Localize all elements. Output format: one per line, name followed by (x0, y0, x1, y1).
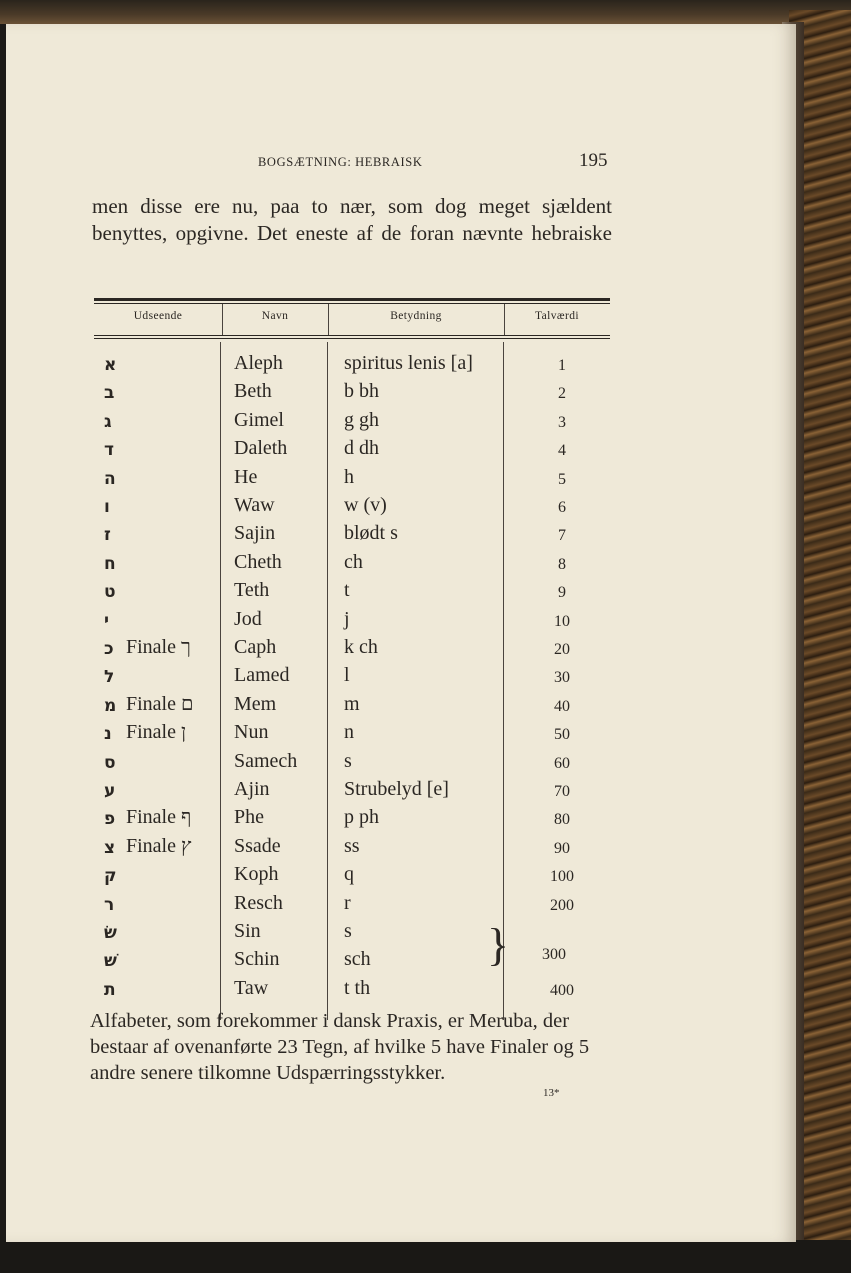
book-bottom-edge (0, 1240, 851, 1273)
row-9-name: Jod (234, 607, 262, 630)
row-1-glyph: ב (104, 383, 115, 404)
row-13-finale: Finale ן (126, 721, 187, 744)
book-top-edge (0, 0, 851, 24)
row-13-glyph: נ (104, 724, 112, 745)
row-13-meaning: n (344, 721, 354, 744)
row-9-value: 10 (554, 612, 570, 630)
row-21-meaning: sch (344, 948, 371, 971)
row-15-value: 70 (554, 783, 570, 800)
row-1-value: 2 (558, 385, 566, 403)
row-8-name: Teth (234, 579, 270, 602)
row-4-meaning: h (344, 465, 354, 488)
row-6-meaning: blødt s (344, 522, 398, 545)
row-9-meaning: j (344, 607, 350, 630)
row-11-name: Lamed (234, 664, 290, 687)
row-15-name: Ajin (234, 778, 270, 800)
row-4-value: 5 (558, 470, 566, 488)
row-15-meaning: Strubelyd [e] (344, 778, 449, 800)
row-22-glyph: ת (104, 979, 116, 1000)
row-22-value: 400 (550, 981, 574, 999)
row-2-value: 3 (558, 413, 566, 431)
column-divider-1 (220, 342, 221, 1020)
row-5-name: Waw (234, 494, 275, 516)
row-10-meaning: k ch (344, 636, 378, 658)
row-4-glyph: ה (104, 468, 116, 489)
row-10-name: Caph (234, 636, 277, 658)
row-17-name: Ssade (234, 834, 281, 857)
row-18-glyph: ק (104, 866, 117, 887)
row-22-meaning: t th (344, 976, 371, 999)
row-0-glyph: א (104, 355, 117, 375)
row-18-value: 100 (550, 868, 574, 886)
col-header-betydning: Betydning (390, 310, 442, 322)
row-2-name: Gimel (234, 408, 284, 431)
row-8-meaning: t (344, 579, 350, 602)
row-12-meaning: m (344, 692, 360, 715)
row-20-meaning: s (344, 920, 352, 942)
header-divider-3 (504, 304, 505, 335)
row-0-name: Aleph (234, 352, 283, 374)
brace-sin-schin: } (487, 919, 510, 970)
row-22-name: Taw (234, 976, 269, 999)
row-5-meaning: w (v) (344, 494, 387, 516)
row-19-meaning: r (344, 891, 351, 914)
row-16-value: 80 (554, 811, 570, 829)
row-17-value: 90 (554, 839, 570, 857)
table-top-rule-thin (94, 303, 610, 304)
row-12-finale: Finale ם (126, 692, 194, 715)
row-19-glyph: ר (104, 894, 115, 915)
row-20-glyph: שׂ (104, 923, 117, 943)
row-13-value: 50 (554, 726, 570, 744)
row-6-glyph: ז (104, 525, 111, 546)
row-16-finale: Finale ף (126, 806, 192, 829)
row-7-name: Cheth (234, 550, 282, 573)
row-17-meaning: ss (344, 834, 360, 857)
row-10-value: 20 (554, 641, 570, 658)
row-17-glyph: צ (104, 837, 116, 858)
row-6-name: Sajin (234, 522, 276, 545)
table-header-rule-1 (94, 335, 610, 336)
row-4-name: He (234, 465, 258, 488)
row-9-glyph: י (104, 610, 110, 631)
row-21-name: Schin (234, 948, 280, 971)
table-header-rule-2 (94, 338, 610, 339)
row-1-meaning: b bh (344, 380, 379, 403)
row-8-value: 9 (558, 584, 566, 602)
row-11-glyph: ל (104, 667, 115, 688)
book-page (6, 24, 796, 1242)
row-0-value: 1 (558, 357, 566, 374)
paragraph-bottom: Alfabeter, som forekommer i dansk Praxis, er Meruba, der bestaar af ovenanførte 23 Tegn, af hvilke 5 have Finaler og 5 andre senere tilkomne Udspærringsstykker. (90, 1010, 590, 1084)
row-7-value: 8 (558, 555, 566, 573)
row-16-meaning: p ph (344, 806, 379, 829)
row-3-value: 4 (558, 442, 566, 460)
row-20-name: Sin (234, 920, 261, 942)
row-3-name: Daleth (234, 437, 288, 460)
row-7-meaning: ch (344, 550, 363, 573)
row-10-finale: Finale ך (126, 636, 191, 658)
running-head: BOGSÆTNING: HEBRAISK (258, 155, 423, 169)
row-12-value: 40 (554, 697, 570, 715)
header-divider-2 (328, 304, 329, 335)
row-14-meaning: s (344, 749, 352, 772)
row-14-value: 60 (554, 754, 570, 772)
row-10-glyph: כ (104, 639, 114, 659)
row-5-value: 6 (558, 499, 566, 516)
row-16-name: Phe (234, 806, 264, 829)
row-12-name: Mem (234, 692, 277, 715)
col-header-talvaerdi: Talværdi (535, 310, 579, 322)
row-21-glyph: שׁ (104, 951, 117, 972)
row-3-meaning: d dh (344, 437, 379, 460)
table-top-rule-thick (94, 298, 610, 301)
row-15-glyph: ע (104, 781, 116, 801)
row-3-glyph: ד (104, 440, 114, 461)
row-18-name: Koph (234, 863, 279, 886)
row-6-value: 7 (558, 527, 566, 545)
paragraph-top: men disse ere nu, paa to nær, som dog meget sjældent benyttes, opgivne. Det eneste af de foran nævnte hebraiske (92, 194, 612, 245)
signature-mark: 13* (543, 1087, 560, 1099)
row-5-glyph: ו (104, 497, 110, 517)
row-19-name: Resch (234, 891, 283, 914)
row-8-glyph: ט (104, 582, 116, 603)
header-divider-1 (222, 304, 223, 335)
row-19-value: 200 (550, 896, 574, 914)
row-13-name: Nun (234, 721, 269, 744)
row-1-name: Beth (234, 380, 272, 403)
row-16-glyph: פ (104, 809, 116, 830)
col-header-udseende: Udseende (133, 310, 183, 322)
row-17-finale: Finale ץ (126, 834, 192, 857)
row-14-name: Samech (234, 749, 298, 772)
col-header-navn: Navn (261, 310, 289, 322)
row-18-meaning: q (344, 863, 354, 886)
row-2-glyph: ג (104, 411, 112, 432)
row-11-value: 30 (554, 669, 570, 687)
page-number: 195 (579, 150, 608, 171)
row-14-glyph: ס (104, 752, 116, 773)
row-12-glyph: מ (104, 695, 117, 716)
row-2-meaning: g gh (344, 408, 379, 431)
row-11-meaning: l (344, 664, 350, 687)
row-0-meaning: spiritus lenis [a] (344, 352, 473, 374)
shared-value-300: 300 (542, 946, 566, 963)
row-7-glyph: ח (104, 553, 116, 574)
column-divider-2 (327, 342, 328, 1020)
